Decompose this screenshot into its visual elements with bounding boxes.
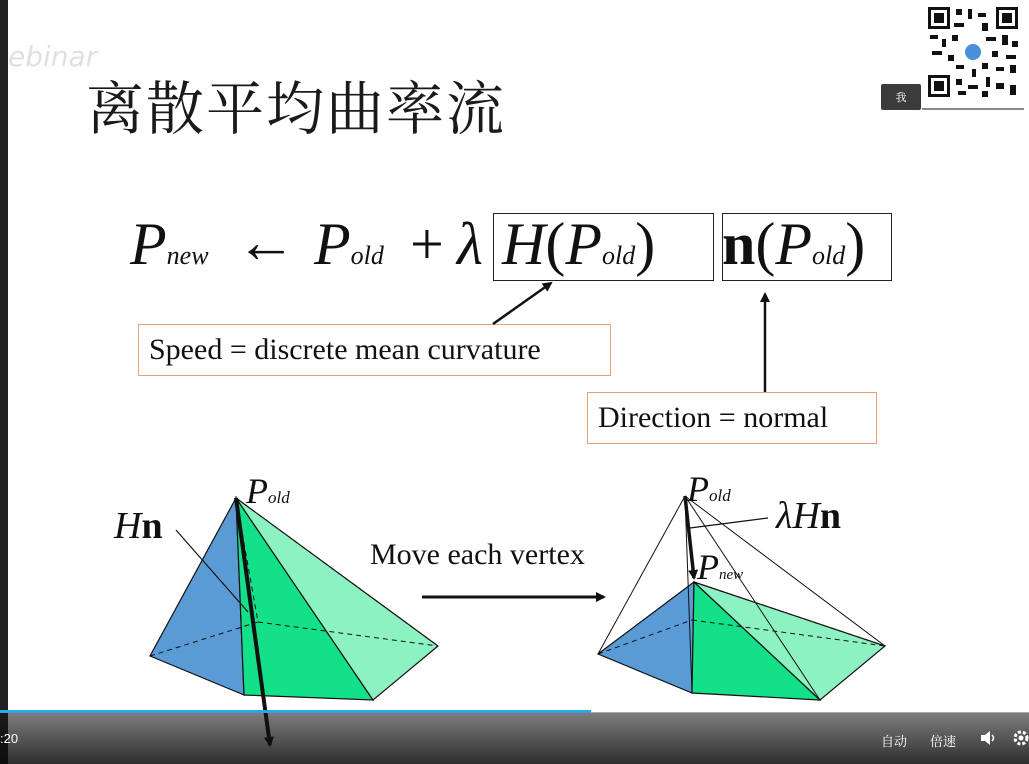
p-symbol: P (687, 469, 709, 509)
chat-label: 我 (895, 92, 907, 104)
h-symbol: H (502, 211, 546, 277)
p-symbol: P (565, 211, 602, 277)
speed-arrow (493, 283, 551, 324)
direction-label: Direction = normal (598, 401, 829, 434)
p-subscript: old (812, 241, 846, 270)
lambda-symbol: λ (457, 211, 483, 277)
p-symbol: P (697, 547, 719, 587)
lambda-hn-label (776, 494, 841, 538)
volume-icon[interactable] (979, 729, 997, 747)
progress-fill (0, 710, 591, 713)
p-subscript: old (709, 486, 731, 505)
lambda-hn-leader (690, 518, 768, 528)
p-symbol: P (314, 211, 351, 277)
h-symbol: H (114, 505, 142, 547)
n-symbol: n (722, 211, 756, 277)
diagram (8, 0, 1029, 764)
p-symbol: P (246, 471, 268, 511)
move-label: Move each vertex (370, 538, 585, 571)
paren-close: ) (845, 211, 866, 277)
p-subscript: old (350, 241, 384, 270)
paren-open: ( (755, 211, 776, 277)
hn-label (114, 504, 163, 548)
playback-speed-button[interactable]: 倍速 (930, 734, 957, 749)
gear-icon[interactable] (1012, 729, 1029, 747)
p-subscript: new (166, 241, 209, 270)
auto-quality-button[interactable]: 自动 (881, 734, 908, 749)
paren-close: ) (635, 211, 656, 277)
left-arrow: ← (236, 209, 296, 275)
n-symbol: n (819, 495, 842, 537)
chat-button[interactable] (881, 84, 921, 110)
plus-sign: + (410, 211, 444, 277)
paren-open: ( (545, 211, 566, 277)
n-symbol: n (141, 505, 163, 547)
slide (8, 0, 1029, 764)
p-subscript: old (601, 241, 636, 270)
p-symbol: P (130, 211, 167, 277)
left-edge (0, 0, 8, 764)
h-symbol: H (792, 495, 820, 537)
slide-title: 离散平均曲率流 (86, 75, 507, 143)
left-pold-label (246, 470, 290, 512)
right-pyramid (598, 496, 885, 700)
lambda-symbol: λ (776, 495, 793, 537)
right-pold-label (687, 468, 731, 510)
left-pyramid (150, 498, 438, 745)
watermark: ebinar (8, 40, 98, 73)
player-controls (0, 712, 1029, 764)
p-symbol: P (775, 211, 813, 277)
p-subscript: new (719, 567, 744, 583)
p-subscript: old (268, 488, 290, 507)
current-time: :20 (0, 731, 19, 746)
speed-label: Speed = discrete mean curvature (149, 333, 541, 366)
qr-code[interactable] (926, 5, 1020, 99)
pnew-label (697, 546, 743, 588)
